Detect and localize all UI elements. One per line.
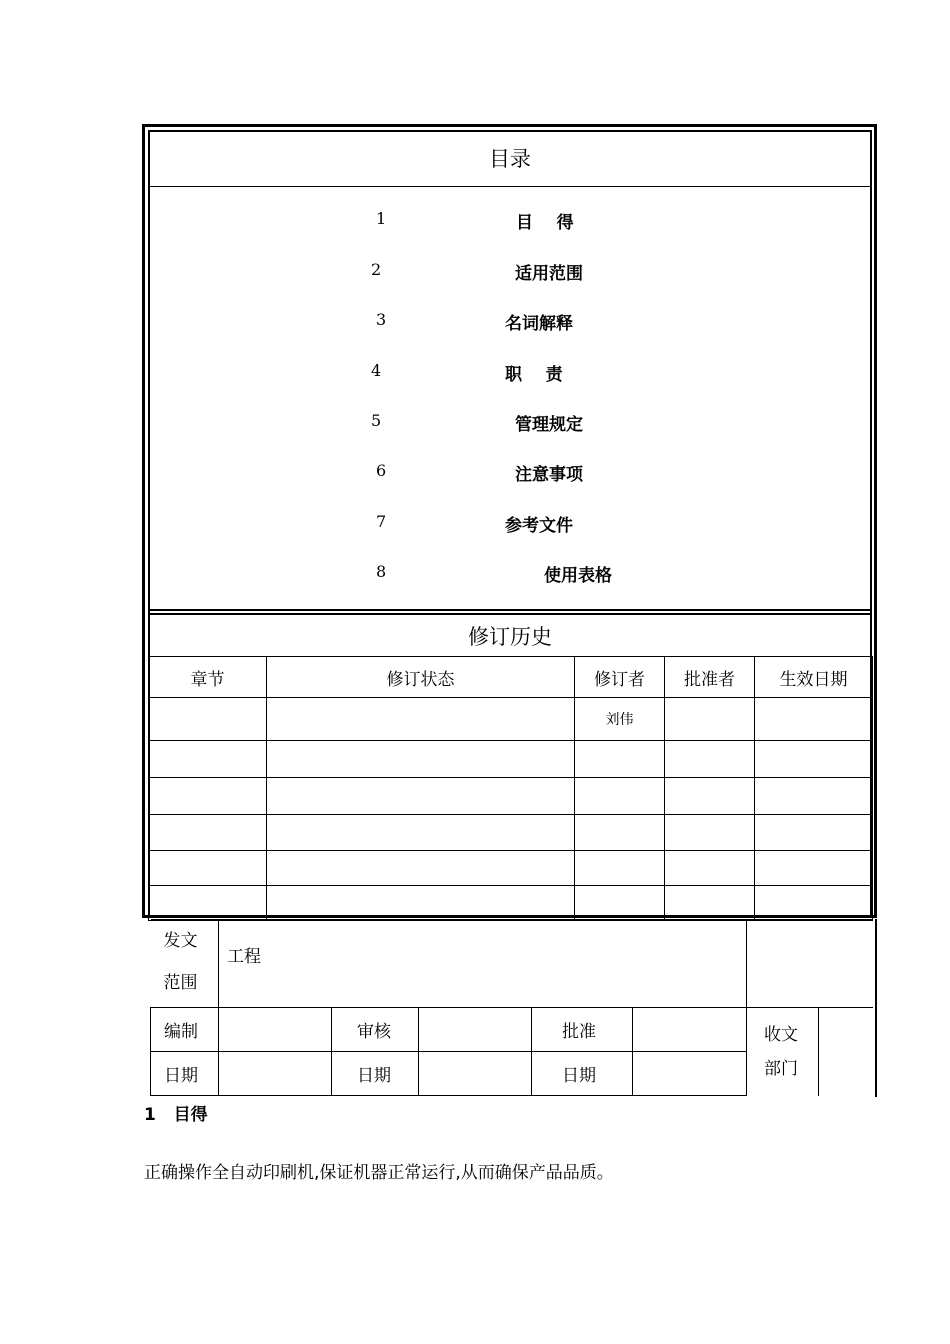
- column-header-effective-date: 生效日期: [755, 657, 873, 698]
- approve-date-value: [633, 1052, 747, 1096]
- toc-item-label: 参考文件: [505, 516, 573, 536]
- revision-history-title: 修订历史: [148, 616, 872, 657]
- table-cell: [755, 886, 873, 921]
- scope-label-line1: 发文: [163, 931, 198, 951]
- table-cell: [575, 851, 665, 886]
- toc-item-label: 名词解释: [505, 314, 573, 334]
- table-cell: [149, 741, 267, 778]
- scope-label-cell: [151, 920, 219, 1008]
- table-cell: [267, 698, 575, 741]
- table-cell: [149, 698, 267, 741]
- distribution-table: [150, 919, 873, 1096]
- approve-label: 批准: [532, 1008, 633, 1052]
- table-cell: [665, 698, 755, 741]
- section-heading: 1 目得: [144, 1105, 208, 1125]
- distribution-scope-row: [151, 920, 873, 1008]
- table-cell: [267, 741, 575, 778]
- separator-line: [148, 613, 872, 615]
- review-date-label: 日期: [332, 1052, 419, 1096]
- table-row: [149, 815, 873, 851]
- toc-item-number: 8: [376, 562, 387, 581]
- table-cell: [575, 886, 665, 921]
- table-cell: [755, 741, 873, 778]
- table-row: [149, 698, 873, 741]
- toc-item-number: 5: [371, 411, 382, 430]
- table-row: [149, 886, 873, 921]
- column-header-chapter: 章节: [149, 657, 267, 698]
- table-cell: [149, 778, 267, 815]
- toc-item-label: 职 责: [505, 365, 563, 385]
- toc-item-number: 3: [376, 310, 387, 329]
- table-cell: [149, 815, 267, 851]
- toc-item-label: 目 得: [516, 213, 574, 233]
- table-cell: [267, 886, 575, 921]
- separator-line: [148, 609, 872, 611]
- compile-row: [151, 1008, 873, 1052]
- approve-value: [633, 1008, 747, 1052]
- table-cell: [755, 778, 873, 815]
- table-cell: [665, 778, 755, 815]
- table-cell: [665, 851, 755, 886]
- scope-blank-cell: [747, 920, 873, 1008]
- table-cell-reviser: 刘伟: [575, 698, 665, 741]
- toc-item-number: 4: [371, 361, 382, 380]
- table-cell: [665, 886, 755, 921]
- scope-label-line2: 范围: [163, 973, 198, 993]
- toc-item-number: 1: [376, 209, 387, 228]
- receive-department-value: [819, 1008, 873, 1096]
- scope-value: 工程: [219, 920, 747, 1008]
- review-value: [419, 1008, 532, 1052]
- toc-item-label: 使用表格: [544, 566, 612, 586]
- receive-label-line1: 收文: [764, 1024, 799, 1045]
- review-label: 审核: [332, 1008, 419, 1052]
- distribution-right-border: [875, 919, 877, 1097]
- table-cell: [755, 851, 873, 886]
- toc-item-label: 注意事项: [515, 465, 583, 485]
- table-cell: [267, 815, 575, 851]
- compile-date-value: [219, 1052, 332, 1096]
- table-cell: [755, 698, 873, 741]
- table-cell: [149, 886, 267, 921]
- table-cell: [755, 815, 873, 851]
- review-date-value: [419, 1052, 532, 1096]
- table-cell: [267, 851, 575, 886]
- revision-history-table: [148, 656, 873, 921]
- table-cell: [267, 778, 575, 815]
- toc-item-number: 7: [376, 512, 387, 531]
- table-cell: [575, 778, 665, 815]
- toc-item-number: 2: [371, 260, 382, 279]
- receive-label-line2: 部门: [764, 1058, 799, 1079]
- compile-value: [219, 1008, 332, 1052]
- approve-date-label: 日期: [532, 1052, 633, 1096]
- table-row: [149, 741, 873, 778]
- toc-title: 目录: [148, 130, 872, 187]
- table-cell: [575, 741, 665, 778]
- column-header-reviser: 修订者: [575, 657, 665, 698]
- table-cell: [665, 815, 755, 851]
- table-cell: [149, 851, 267, 886]
- table-header-row: [149, 657, 873, 698]
- table-row: [149, 851, 873, 886]
- compile-label: 编制: [151, 1008, 219, 1052]
- section-body-text: 正确操作全自动印刷机,保证机器正常运行,从而确保产品品质。: [144, 1163, 614, 1183]
- column-header-status: 修订状态: [267, 657, 575, 698]
- column-header-approver: 批准者: [665, 657, 755, 698]
- toc-item-number: 6: [376, 461, 387, 480]
- compile-date-label: 日期: [151, 1052, 219, 1096]
- toc-item-label: 适用范围: [515, 264, 583, 284]
- table-row: [149, 778, 873, 815]
- receive-department-label: [747, 1008, 819, 1096]
- toc-item-label: 管理规定: [515, 415, 583, 435]
- table-cell: [575, 815, 665, 851]
- table-cell: [665, 741, 755, 778]
